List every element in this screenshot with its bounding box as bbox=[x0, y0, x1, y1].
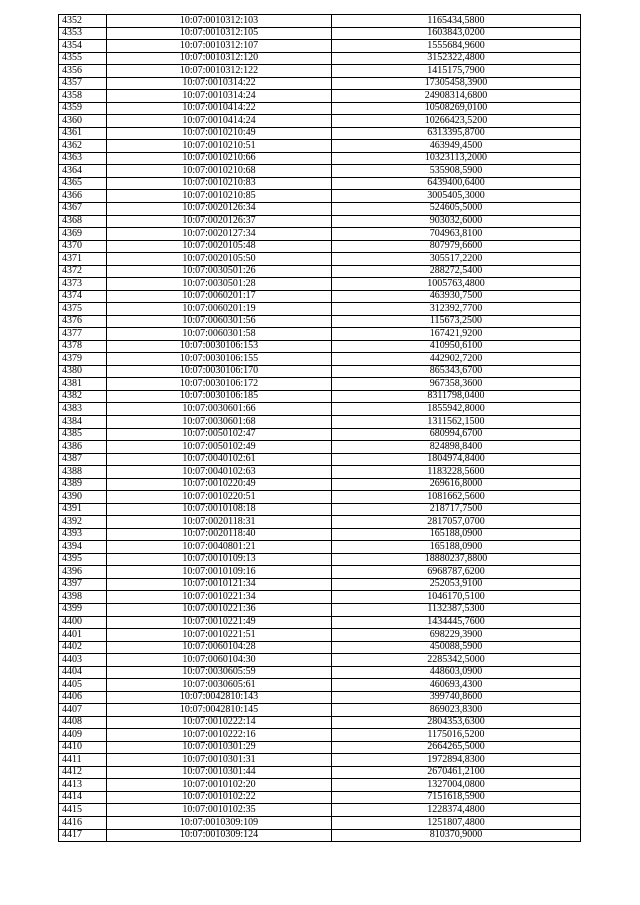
table-row bbox=[59, 566, 581, 579]
cadastral-value-cell: 252053,9100 bbox=[332, 578, 581, 591]
row-number-cell: 4372 bbox=[59, 265, 107, 278]
cadastral-value-cell: 460693,4300 bbox=[332, 679, 581, 692]
cadastral-number-cell: 10:07:0010210:68 bbox=[107, 165, 332, 178]
row-number-cell: 4359 bbox=[59, 102, 107, 115]
cadastral-value-cell: 2285342,5000 bbox=[332, 654, 581, 667]
table-row bbox=[59, 177, 581, 190]
cadastral-number-cell: 10:07:0030605:61 bbox=[107, 679, 332, 692]
row-number-cell: 4358 bbox=[59, 90, 107, 103]
cadastral-number-cell: 10:07:0050102:49 bbox=[107, 441, 332, 454]
cadastral-number-cell: 10:07:0010314:22 bbox=[107, 77, 332, 90]
table-body bbox=[59, 15, 581, 842]
cadastral-number-cell: 10:07:0010221:34 bbox=[107, 591, 332, 604]
cadastral-value-cell: 1603843,0200 bbox=[332, 27, 581, 40]
table-row bbox=[59, 741, 581, 754]
cadastral-value-cell: 903032,6000 bbox=[332, 215, 581, 228]
table-row bbox=[59, 817, 581, 830]
table-row bbox=[59, 441, 581, 454]
cadastral-number-cell: 10:07:0042810:143 bbox=[107, 691, 332, 704]
table-row bbox=[59, 102, 581, 115]
table-row bbox=[59, 278, 581, 291]
row-number-cell: 4383 bbox=[59, 403, 107, 416]
cadastral-value-cell: 7151618,5900 bbox=[332, 791, 581, 804]
cadastral-value-cell: 450088,5900 bbox=[332, 641, 581, 654]
row-number-cell: 4360 bbox=[59, 115, 107, 128]
table-row bbox=[59, 491, 581, 504]
cadastral-value-cell: 312392,7700 bbox=[332, 303, 581, 316]
table-row bbox=[59, 641, 581, 654]
cadastral-number-cell: 10:07:0060104:30 bbox=[107, 654, 332, 667]
cadastral-number-cell: 10:07:0010220:51 bbox=[107, 491, 332, 504]
cadastral-number-cell: 10:07:0030106:170 bbox=[107, 365, 332, 378]
row-number-cell: 4412 bbox=[59, 766, 107, 779]
cadastral-value-cell: 2670461,2100 bbox=[332, 766, 581, 779]
row-number-cell: 4363 bbox=[59, 152, 107, 165]
table-row bbox=[59, 416, 581, 429]
cadastral-number-cell: 10:07:0060301:56 bbox=[107, 315, 332, 328]
cadastral-value-cell: 698229,3900 bbox=[332, 629, 581, 642]
cadastral-number-cell: 10:07:0010121:34 bbox=[107, 578, 332, 591]
cadastral-value-cell: 6439400,6400 bbox=[332, 177, 581, 190]
table-row bbox=[59, 791, 581, 804]
cadastral-number-cell: 10:07:0010109:16 bbox=[107, 566, 332, 579]
row-number-cell: 4406 bbox=[59, 691, 107, 704]
cadastral-number-cell: 10:07:0040801:21 bbox=[107, 541, 332, 554]
table-row bbox=[59, 190, 581, 203]
row-number-cell: 4395 bbox=[59, 553, 107, 566]
cadastral-value-cell: 1415175,7900 bbox=[332, 65, 581, 78]
cadastral-value-cell: 1175016,5200 bbox=[332, 729, 581, 742]
cadastral-number-cell: 10:07:0060301:58 bbox=[107, 328, 332, 341]
cadastral-number-cell: 10:07:0010210:83 bbox=[107, 177, 332, 190]
cadastral-number-cell: 10:07:0030106:185 bbox=[107, 390, 332, 403]
table-row bbox=[59, 140, 581, 153]
cadastral-number-cell: 10:07:0030106:155 bbox=[107, 353, 332, 366]
row-number-cell: 4364 bbox=[59, 165, 107, 178]
cadastral-value-cell: 1855942,8000 bbox=[332, 403, 581, 416]
cadastral-number-cell: 10:07:0010312:103 bbox=[107, 15, 332, 28]
row-number-cell: 4403 bbox=[59, 654, 107, 667]
cadastral-value-cell: 167421,9200 bbox=[332, 328, 581, 341]
cadastral-number-cell: 10:07:0010312:122 bbox=[107, 65, 332, 78]
cadastral-value-cell: 463949,4500 bbox=[332, 140, 581, 153]
cadastral-number-cell: 10:07:0010312:105 bbox=[107, 27, 332, 40]
table-row bbox=[59, 553, 581, 566]
cadastral-value-cell: 524605,5000 bbox=[332, 202, 581, 215]
row-number-cell: 4381 bbox=[59, 378, 107, 391]
table-row bbox=[59, 629, 581, 642]
table-row bbox=[59, 654, 581, 667]
cadastral-value-cell: 704963,8100 bbox=[332, 228, 581, 241]
row-number-cell: 4366 bbox=[59, 190, 107, 203]
cadastral-value-cell: 10266423,5200 bbox=[332, 115, 581, 128]
table-row bbox=[59, 729, 581, 742]
table-row bbox=[59, 52, 581, 65]
cadastral-value-cell: 17305458,3900 bbox=[332, 77, 581, 90]
table-row bbox=[59, 428, 581, 441]
cadastral-number-cell: 10:07:0030601:68 bbox=[107, 416, 332, 429]
row-number-cell: 4393 bbox=[59, 528, 107, 541]
cadastral-value-cell: 442902,7200 bbox=[332, 353, 581, 366]
table-row bbox=[59, 528, 581, 541]
row-number-cell: 4356 bbox=[59, 65, 107, 78]
row-number-cell: 4402 bbox=[59, 641, 107, 654]
cadastral-number-cell: 10:07:0030601:66 bbox=[107, 403, 332, 416]
cadastral-value-cell: 1081662,5600 bbox=[332, 491, 581, 504]
cadastral-value-cell: 535908,5900 bbox=[332, 165, 581, 178]
row-number-cell: 4352 bbox=[59, 15, 107, 28]
row-number-cell: 4361 bbox=[59, 127, 107, 140]
row-number-cell: 4394 bbox=[59, 541, 107, 554]
cadastral-value-cell: 1972894,8300 bbox=[332, 754, 581, 767]
row-number-cell: 4370 bbox=[59, 240, 107, 253]
cadastral-value-cell: 807979,6600 bbox=[332, 240, 581, 253]
row-number-cell: 4396 bbox=[59, 566, 107, 579]
cadastral-value-cell: 1804974,8400 bbox=[332, 453, 581, 466]
cadastral-value-cell: 269616,8000 bbox=[332, 478, 581, 491]
table-row bbox=[59, 127, 581, 140]
cadastral-number-cell: 10:07:0030501:26 bbox=[107, 265, 332, 278]
row-number-cell: 4380 bbox=[59, 365, 107, 378]
row-number-cell: 4385 bbox=[59, 428, 107, 441]
row-number-cell: 4376 bbox=[59, 315, 107, 328]
cadastral-number-cell: 10:07:0030605:59 bbox=[107, 666, 332, 679]
table-row bbox=[59, 90, 581, 103]
cadastral-value-cell: 1165434,5800 bbox=[332, 15, 581, 28]
table-row bbox=[59, 666, 581, 679]
cadastral-value-cell: 10508269,0100 bbox=[332, 102, 581, 115]
table-row bbox=[59, 228, 581, 241]
table-row bbox=[59, 315, 581, 328]
table-row bbox=[59, 478, 581, 491]
cadastral-number-cell: 10:07:0010210:49 bbox=[107, 127, 332, 140]
table-row bbox=[59, 378, 581, 391]
cadastral-number-cell: 10:07:0010309:124 bbox=[107, 829, 332, 842]
row-number-cell: 4411 bbox=[59, 754, 107, 767]
cadastral-value-cell: 1005763,4800 bbox=[332, 278, 581, 291]
table-row bbox=[59, 240, 581, 253]
row-number-cell: 4409 bbox=[59, 729, 107, 742]
cadastral-number-cell: 10:07:0010312:120 bbox=[107, 52, 332, 65]
cadastral-number-cell: 10:07:0060201:19 bbox=[107, 303, 332, 316]
table-row bbox=[59, 591, 581, 604]
cadastral-value-cell: 10323113,2000 bbox=[332, 152, 581, 165]
table-row bbox=[59, 303, 581, 316]
table-row bbox=[59, 290, 581, 303]
row-number-cell: 4413 bbox=[59, 779, 107, 792]
table-row bbox=[59, 65, 581, 78]
table-row bbox=[59, 390, 581, 403]
row-number-cell: 4410 bbox=[59, 741, 107, 754]
cadastral-number-cell: 10:07:0010221:49 bbox=[107, 616, 332, 629]
cadastral-number-cell: 10:07:0010210:66 bbox=[107, 152, 332, 165]
row-number-cell: 4382 bbox=[59, 390, 107, 403]
row-number-cell: 4377 bbox=[59, 328, 107, 341]
table-row bbox=[59, 616, 581, 629]
table-row bbox=[59, 328, 581, 341]
cadastral-number-cell: 10:07:0010102:22 bbox=[107, 791, 332, 804]
cadastral-number-cell: 10:07:0020118:40 bbox=[107, 528, 332, 541]
table-row bbox=[59, 265, 581, 278]
table-row bbox=[59, 603, 581, 616]
cadastral-value-cell: 2664265,5000 bbox=[332, 741, 581, 754]
row-number-cell: 4375 bbox=[59, 303, 107, 316]
cadastral-number-cell: 10:07:0010314:24 bbox=[107, 90, 332, 103]
table-row bbox=[59, 27, 581, 40]
cadastral-value-cell: 463930,7500 bbox=[332, 290, 581, 303]
cadastral-number-cell: 10:07:0010221:36 bbox=[107, 603, 332, 616]
cadastral-number-cell: 10:07:0010301:44 bbox=[107, 766, 332, 779]
row-number-cell: 4379 bbox=[59, 353, 107, 366]
row-number-cell: 4408 bbox=[59, 716, 107, 729]
cadastral-value-cell: 680994,6700 bbox=[332, 428, 581, 441]
cadastral-value-cell: 24908314,6800 bbox=[332, 90, 581, 103]
cadastral-number-cell: 10:07:0060104:28 bbox=[107, 641, 332, 654]
cadastral-number-cell: 10:07:0030106:153 bbox=[107, 340, 332, 353]
row-number-cell: 4404 bbox=[59, 666, 107, 679]
cadastral-value-cell: 1183228,5600 bbox=[332, 466, 581, 479]
row-number-cell: 4367 bbox=[59, 202, 107, 215]
cadastral-number-cell: 10:07:0060201:17 bbox=[107, 290, 332, 303]
cadastral-number-cell: 10:07:0010222:16 bbox=[107, 729, 332, 742]
row-number-cell: 4401 bbox=[59, 629, 107, 642]
cadastral-value-cell: 869023,8300 bbox=[332, 704, 581, 717]
cadastral-value-cell: 2817057,0700 bbox=[332, 516, 581, 529]
cadastral-value-cell: 3152322,4800 bbox=[332, 52, 581, 65]
cadastral-value-cell: 8311798,0400 bbox=[332, 390, 581, 403]
cadastral-number-cell: 10:07:0020118:31 bbox=[107, 516, 332, 529]
cadastral-value-cell: 1311562,1500 bbox=[332, 416, 581, 429]
row-number-cell: 4415 bbox=[59, 804, 107, 817]
cadastral-number-cell: 10:07:0020126:34 bbox=[107, 202, 332, 215]
cadastral-number-cell: 10:07:0010309:109 bbox=[107, 817, 332, 830]
row-number-cell: 4400 bbox=[59, 616, 107, 629]
table-row bbox=[59, 340, 581, 353]
table-row bbox=[59, 804, 581, 817]
cadastral-value-cell: 6968787,6200 bbox=[332, 566, 581, 579]
row-number-cell: 4414 bbox=[59, 791, 107, 804]
table-row bbox=[59, 691, 581, 704]
row-number-cell: 4388 bbox=[59, 466, 107, 479]
table-row bbox=[59, 704, 581, 717]
table-row bbox=[59, 403, 581, 416]
cadastral-value-cell: 165188,0900 bbox=[332, 541, 581, 554]
cadastral-value-cell: 410950,6100 bbox=[332, 340, 581, 353]
row-number-cell: 4386 bbox=[59, 441, 107, 454]
row-number-cell: 4390 bbox=[59, 491, 107, 504]
cadastral-value-cell: 824898,8400 bbox=[332, 441, 581, 454]
row-number-cell: 4371 bbox=[59, 253, 107, 266]
row-number-cell: 4398 bbox=[59, 591, 107, 604]
cadastral-number-cell: 10:07:0020127:34 bbox=[107, 228, 332, 241]
table-row bbox=[59, 766, 581, 779]
cadastral-value-cell: 2804353,6300 bbox=[332, 716, 581, 729]
row-number-cell: 4384 bbox=[59, 416, 107, 429]
table-row bbox=[59, 77, 581, 90]
cadastral-number-cell: 10:07:0010102:35 bbox=[107, 804, 332, 817]
table-row bbox=[59, 40, 581, 53]
row-number-cell: 4416 bbox=[59, 817, 107, 830]
table-row bbox=[59, 253, 581, 266]
row-number-cell: 4374 bbox=[59, 290, 107, 303]
row-number-cell: 4399 bbox=[59, 603, 107, 616]
cadastral-value-cell: 165188,0900 bbox=[332, 528, 581, 541]
cadastral-value-cell: 448603,0900 bbox=[332, 666, 581, 679]
row-number-cell: 4407 bbox=[59, 704, 107, 717]
cadastral-number-cell: 10:07:0010220:49 bbox=[107, 478, 332, 491]
cadastral-number-cell: 10:07:0010301:29 bbox=[107, 741, 332, 754]
cadastral-value-cell: 865343,6700 bbox=[332, 365, 581, 378]
row-number-cell: 4392 bbox=[59, 516, 107, 529]
table-row bbox=[59, 503, 581, 516]
cadastral-number-cell: 10:07:0010102:20 bbox=[107, 779, 332, 792]
document-page bbox=[58, 14, 581, 842]
cadastral-value-cell: 967358,3600 bbox=[332, 378, 581, 391]
table-row bbox=[59, 353, 581, 366]
cadastral-number-cell: 10:07:0030106:172 bbox=[107, 378, 332, 391]
cadastral-number-cell: 10:07:0020126:37 bbox=[107, 215, 332, 228]
row-number-cell: 4373 bbox=[59, 278, 107, 291]
row-number-cell: 4357 bbox=[59, 77, 107, 90]
row-number-cell: 4417 bbox=[59, 829, 107, 842]
table-row bbox=[59, 15, 581, 28]
cadastral-number-cell: 10:07:0050102:47 bbox=[107, 428, 332, 441]
table-row bbox=[59, 152, 581, 165]
row-number-cell: 4353 bbox=[59, 27, 107, 40]
table-row bbox=[59, 779, 581, 792]
row-number-cell: 4391 bbox=[59, 503, 107, 516]
cadastral-value-cell: 305517,2200 bbox=[332, 253, 581, 266]
cadastral-value-cell: 1228374,4800 bbox=[332, 804, 581, 817]
cadastral-number-cell: 10:07:0020105:50 bbox=[107, 253, 332, 266]
row-number-cell: 4397 bbox=[59, 578, 107, 591]
cadastral-value-cell: 3005405,3000 bbox=[332, 190, 581, 203]
table-row bbox=[59, 365, 581, 378]
cadastral-value-cell: 1132387,5300 bbox=[332, 603, 581, 616]
row-number-cell: 4368 bbox=[59, 215, 107, 228]
table-row bbox=[59, 215, 581, 228]
cadastral-number-cell: 10:07:0010222:14 bbox=[107, 716, 332, 729]
cadastral-number-cell: 10:07:0010109:13 bbox=[107, 553, 332, 566]
cadastral-number-cell: 10:07:0010414:24 bbox=[107, 115, 332, 128]
table-row bbox=[59, 716, 581, 729]
cadastral-value-cell: 810370,9000 bbox=[332, 829, 581, 842]
cadastral-value-cell: 1046170,5100 bbox=[332, 591, 581, 604]
table-row bbox=[59, 466, 581, 479]
table-row bbox=[59, 115, 581, 128]
row-number-cell: 4354 bbox=[59, 40, 107, 53]
cadastral-value-cell: 115673,2500 bbox=[332, 315, 581, 328]
table-row bbox=[59, 165, 581, 178]
cadastral-number-cell: 10:07:0010414:22 bbox=[107, 102, 332, 115]
row-number-cell: 4365 bbox=[59, 177, 107, 190]
row-number-cell: 4355 bbox=[59, 52, 107, 65]
cadastral-number-cell: 10:07:0010210:51 bbox=[107, 140, 332, 153]
cadastral-number-cell: 10:07:0020105:48 bbox=[107, 240, 332, 253]
table-row bbox=[59, 516, 581, 529]
row-number-cell: 4378 bbox=[59, 340, 107, 353]
cadastral-value-cell: 1251807,4800 bbox=[332, 817, 581, 830]
table-row bbox=[59, 754, 581, 767]
cadastral-value-cell: 399740,8600 bbox=[332, 691, 581, 704]
row-number-cell: 4389 bbox=[59, 478, 107, 491]
table-row bbox=[59, 541, 581, 554]
cadastral-value-cell: 1555684,9600 bbox=[332, 40, 581, 53]
cadastral-value-cell: 218717,7500 bbox=[332, 503, 581, 516]
table-row bbox=[59, 578, 581, 591]
table-row bbox=[59, 453, 581, 466]
table-row bbox=[59, 679, 581, 692]
cadastral-value-cell: 18880237,8800 bbox=[332, 553, 581, 566]
cadastral-number-cell: 10:07:0040102:63 bbox=[107, 466, 332, 479]
cadastral-value-table bbox=[58, 14, 581, 842]
cadastral-number-cell: 10:07:0042810:145 bbox=[107, 704, 332, 717]
cadastral-number-cell: 10:07:0010312:107 bbox=[107, 40, 332, 53]
table-row bbox=[59, 202, 581, 215]
cadastral-number-cell: 10:07:0030501:28 bbox=[107, 278, 332, 291]
cadastral-value-cell: 1434445,7600 bbox=[332, 616, 581, 629]
row-number-cell: 4387 bbox=[59, 453, 107, 466]
table-row bbox=[59, 829, 581, 842]
cadastral-number-cell: 10:07:0040102:61 bbox=[107, 453, 332, 466]
row-number-cell: 4362 bbox=[59, 140, 107, 153]
row-number-cell: 4369 bbox=[59, 228, 107, 241]
cadastral-number-cell: 10:07:0010108:18 bbox=[107, 503, 332, 516]
cadastral-value-cell: 6313395,8700 bbox=[332, 127, 581, 140]
cadastral-number-cell: 10:07:0010221:51 bbox=[107, 629, 332, 642]
cadastral-number-cell: 10:07:0010301:31 bbox=[107, 754, 332, 767]
cadastral-number-cell: 10:07:0010210:85 bbox=[107, 190, 332, 203]
cadastral-value-cell: 1327004,0800 bbox=[332, 779, 581, 792]
row-number-cell: 4405 bbox=[59, 679, 107, 692]
cadastral-value-cell: 288272,5400 bbox=[332, 265, 581, 278]
